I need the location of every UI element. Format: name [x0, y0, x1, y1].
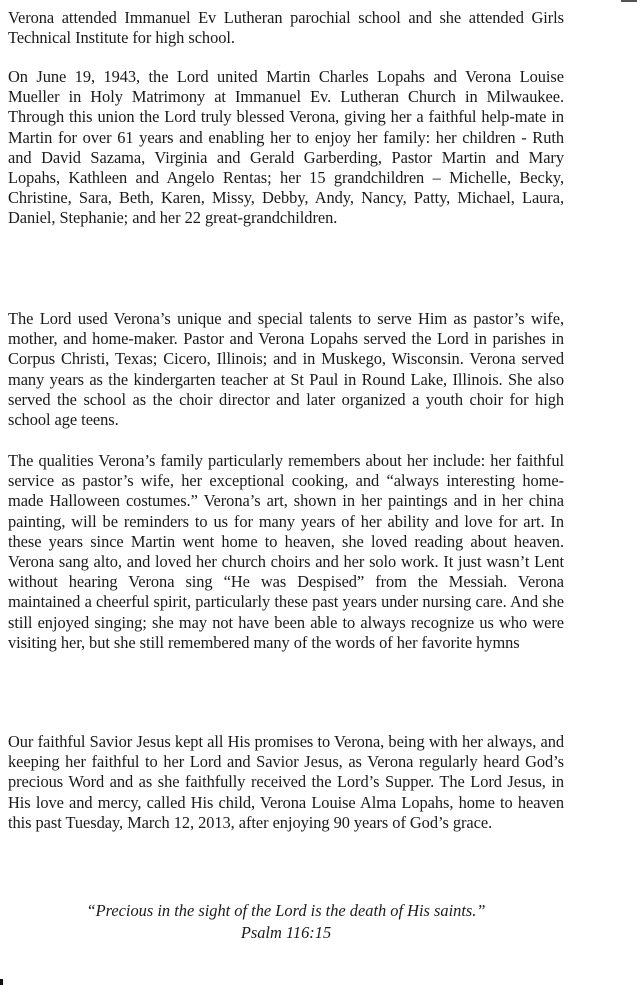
closing-quote: “Precious in the sight of the Lord is the death of His saints.” [86, 901, 486, 920]
paragraph-service: The Lord used Verona’s unique and special talents to serve Him as pastor’s wife, mother, and home-maker. Pastor and Verona Lopahs served the Lord in parishes in Corpus Christi, Texas; Cicero, Illinois; and in Muskego, Wisconsin. Verona served many years as the kindergarten teacher at St Paul in Round Lake, Illinois. She also served the school as the choir director and later organized a youth choir for high school age teens. [8, 309, 564, 430]
paragraph-passing: Our faithful Savior Jesus kept all His promises to Verona, being with her always, and keeping her faithful to her Lord and Savior Jesus, as Verona regularly heard God’s precious Word and as she faithfully received the Lord’s Supper. The Lord Jesus, in His love and mercy, called His child, Verona Louise Alma Lopahs, home to heaven this past Tuesday, March 12, 2013, after enjoying 90 years of God’s grace. [8, 732, 564, 832]
scan-mark-top-right [621, 0, 637, 2]
paragraph-qualities: The qualities Verona’s family particularly remembers about her include: her faithful service as pastor’s wife, her exceptional cooking, and “always interesting home-made Halloween costumes.” Verona’s art, shown in her paintings and in her china painting, will be reminders to us for many years of her ability and love for art. In these years since Martin went home to heaven, she loved reading about heaven. Verona sang alto, and loved her church choirs and her solo work. It just wasn’t Lent without hearing Verona sing “He was Despised” from the Messiah. Verona maintained a cheerful spirit, particularly these past years under nursing care. And she still enjoyed singing; she may not have been able to always recognize us who were visiting her, but she still remembered many of the words of her favorite hymns [8, 451, 564, 652]
quote-citation: Psalm 116:15 [240, 923, 332, 942]
scan-mark-bottom-left [0, 979, 3, 985]
paragraph-education: Verona attended Immanuel Ev Lutheran parochial school and she attended Girls Technical Institute for high school. [8, 8, 564, 48]
paragraph-marriage-family: On June 19, 1943, the Lord united Martin Charles Lopahs and Verona Louise Mueller in Holy Matrimony at Immanuel Ev. Lutheran Church in Milwaukee. Through this union the Lord truly blessed Verona, giving her a faithful help-mate in Martin for over 61 years and enabling her to enjoy her family: her children - Ruth and David Sazama, Virginia and Gerald Garberding, Pastor Martin and Mary Lopahs, Kathleen and Angelo Rentas; her 15 grandchildren – Michelle, Becky, Christine, Sara, Beth, Karen, Missy, Debby, Andy, Nancy, Patty, Michael, Laura, Daniel, Stephanie; and her 22 great-grandchildren. [8, 67, 564, 228]
